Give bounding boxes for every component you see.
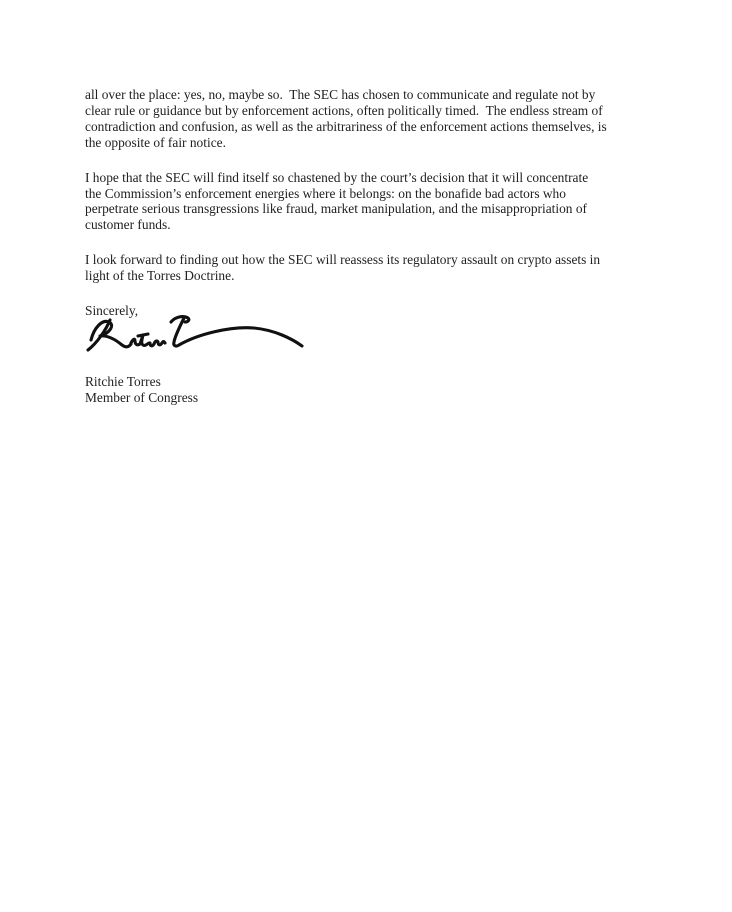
letter-paragraphs <box>85 87 660 284</box>
body-paragraph <box>85 252 660 284</box>
paragraph-line: the Commission’s enforcement energies where it belongs: on the bonafide bad actors who <box>85 185 566 201</box>
signer-title: Member of Congress <box>85 389 199 405</box>
paragraph-line: clear rule or guidance but by enforcement actions, often politically timed. The endless stream of <box>85 102 603 118</box>
closing-salutation: Sincerely, <box>85 303 139 319</box>
paragraph-line: light of the Torres Doctrine. <box>85 268 235 284</box>
paragraph-line: all over the place: yes, no, maybe so. The SEC has chosen to communicate and regulate not by <box>85 87 596 102</box>
body-paragraph <box>85 87 660 151</box>
paragraph-line: customer funds. <box>85 217 171 233</box>
paragraph-line: I hope that the SEC will find itself so chastened by the court’s decision that it will concentrate <box>85 169 589 185</box>
signature-drawing <box>84 313 308 365</box>
signer-block <box>85 374 660 406</box>
paragraph-line: contradiction and confusion, as well as the arbitrariness of the enforcement actions themselves, is <box>85 118 607 134</box>
paragraph-line: the opposite of fair notice. <box>85 134 226 150</box>
letter-body <box>85 87 660 406</box>
paragraph-line: perpetrate serious transgressions like fraud, market manipulation, and the misappropriation of <box>85 201 588 217</box>
paragraph-line: I look forward to finding out how the SEC will reassess its regulatory assault on crypto assets in <box>85 252 601 268</box>
body-paragraph <box>85 170 660 234</box>
signer-name: Ritchie Torres <box>85 373 161 389</box>
signature <box>84 313 308 365</box>
